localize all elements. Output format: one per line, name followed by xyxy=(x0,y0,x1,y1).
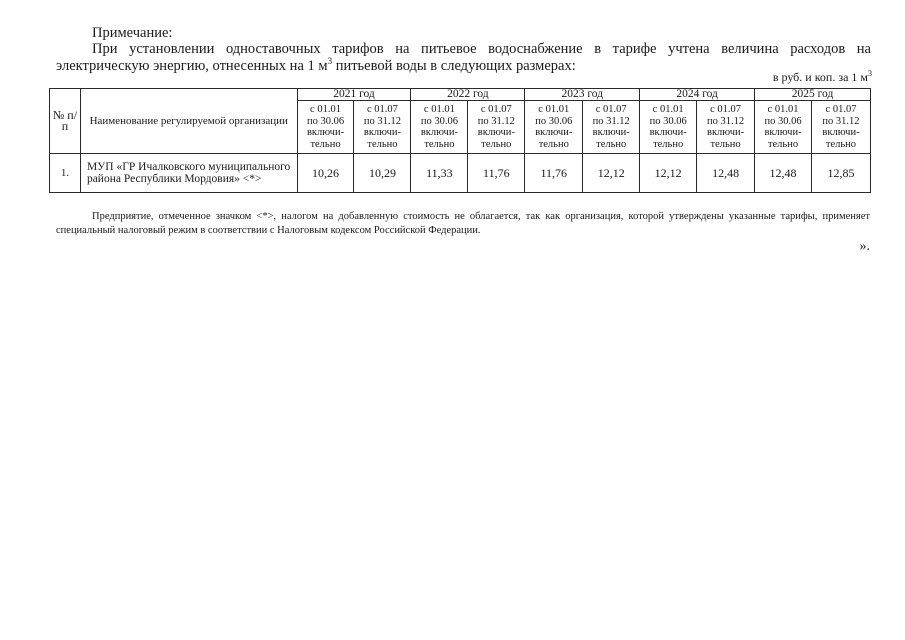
period-header-line: включи- xyxy=(822,127,860,138)
note-paragraph-text: При установлении одноставочных тарифов на питьевое водоснабжение в тарифе учтена величина расходов на электрическую энергию, отнесенных на 1 м xyxy=(56,41,871,74)
year-header-2021: 2021 год xyxy=(297,89,411,101)
footnote: Предприятие, отмеченное значком <*>, налогом на добавленную стоимость не облагается, так как организация, которой утверждены указанные тарифы, применяет специальный налоговый режим в соответствии с Налоговым кодексом Российской Федерации. xyxy=(56,211,870,236)
period-header-line: по 31.12 xyxy=(822,115,860,127)
period-header xyxy=(354,101,411,154)
period-header xyxy=(297,101,354,154)
tariff-value: 12,48 xyxy=(755,154,812,193)
period-header-line: тельно xyxy=(481,138,512,150)
period-header-line: включи- xyxy=(306,127,345,138)
tariff-table xyxy=(49,88,871,193)
note-paragraph-superscript: 3 xyxy=(327,56,333,67)
period-header-line: по 30.06 xyxy=(764,115,802,127)
period-header-line: с 01.07 xyxy=(480,104,512,115)
period-header xyxy=(697,101,755,154)
tariff-value: 10,26 xyxy=(297,154,354,193)
period-header-line: включи- xyxy=(707,127,745,138)
period-header-line: включи- xyxy=(420,127,458,138)
period-header-line: включи- xyxy=(649,127,687,138)
year-header-2022: 2022 год xyxy=(411,89,525,101)
period-header-line: с 01.07 xyxy=(710,104,742,115)
period-header-line: тельно xyxy=(310,138,341,150)
period-header xyxy=(525,101,583,154)
period-header-line: по 31.12 xyxy=(592,115,630,127)
period-header-line: с 01.07 xyxy=(366,104,398,115)
period-header xyxy=(640,101,697,154)
year-header-2024: 2024 год xyxy=(640,89,755,101)
col-header-organization: Наименование регулируемой организации xyxy=(80,89,297,154)
period-header-line: включи- xyxy=(477,127,515,138)
year-header-2023: 2023 год xyxy=(525,89,640,101)
tariff-value: 12,12 xyxy=(640,154,697,193)
period-header xyxy=(468,101,525,154)
row-number: 1. xyxy=(50,154,81,193)
period-header-line: с 01.01 xyxy=(538,104,570,115)
period-header-line: с 01.01 xyxy=(423,104,455,115)
period-header-line: тельно xyxy=(767,138,799,150)
period-header-line: тельно xyxy=(825,138,857,150)
year-header-row xyxy=(50,89,871,101)
year-header-2025: 2025 год xyxy=(755,89,871,101)
col-header-number: № п/п xyxy=(50,89,81,154)
tariff-value: 12,85 xyxy=(811,154,870,193)
period-header-line: по 30.06 xyxy=(535,115,573,127)
period-header-line: включи- xyxy=(592,127,630,138)
period-header-line: с 01.01 xyxy=(652,104,684,115)
tariff-value: 11,33 xyxy=(411,154,468,193)
period-header-line: тельно xyxy=(367,138,398,150)
period-header-line: по 31.12 xyxy=(707,115,745,127)
period-header-line: с 01.07 xyxy=(825,104,857,115)
period-header xyxy=(583,101,640,154)
table-row xyxy=(50,154,871,193)
units-label xyxy=(773,70,872,85)
period-header-line: включи- xyxy=(363,127,402,138)
period-header xyxy=(411,101,468,154)
note-paragraph-tail: питьевой воды в следующих размерах: xyxy=(332,58,576,74)
period-header-line: тельно xyxy=(424,138,455,150)
period-header xyxy=(811,101,870,154)
note-title: Примечание: xyxy=(92,25,173,41)
period-header-line: включи- xyxy=(764,127,802,138)
period-header-line: тельно xyxy=(710,138,741,150)
period-header-line: по 30.06 xyxy=(306,115,345,127)
units-text: в руб. и коп. за 1 м xyxy=(772,70,868,84)
period-header-line: тельно xyxy=(538,138,569,150)
period-header-line: включи- xyxy=(535,127,573,138)
period-header-line: по 30.06 xyxy=(649,115,687,127)
period-header-line: с 01.07 xyxy=(595,104,627,115)
period-header-line: с 01.01 xyxy=(310,104,341,115)
row-organization: МУП «ГР Ичалковского муниципального района Республики Мордовия» <*> xyxy=(80,154,297,193)
tariff-value: 10,29 xyxy=(354,154,411,193)
period-header-line: по 31.12 xyxy=(363,115,402,127)
closing-quote: ». xyxy=(859,239,870,254)
tariff-value: 11,76 xyxy=(468,154,525,193)
tariff-value: 11,76 xyxy=(525,154,583,193)
period-header-line: тельно xyxy=(653,138,684,150)
period-header-line: по 31.12 xyxy=(477,115,515,127)
tariff-value: 12,48 xyxy=(697,154,755,193)
note-paragraph xyxy=(56,41,871,75)
period-header-line: тельно xyxy=(596,138,627,150)
period-header-line: по 30.06 xyxy=(420,115,458,127)
units-superscript: 3 xyxy=(868,69,872,78)
period-header xyxy=(755,101,812,154)
tariff-value: 12,12 xyxy=(583,154,640,193)
period-header-line: с 01.01 xyxy=(767,104,799,115)
